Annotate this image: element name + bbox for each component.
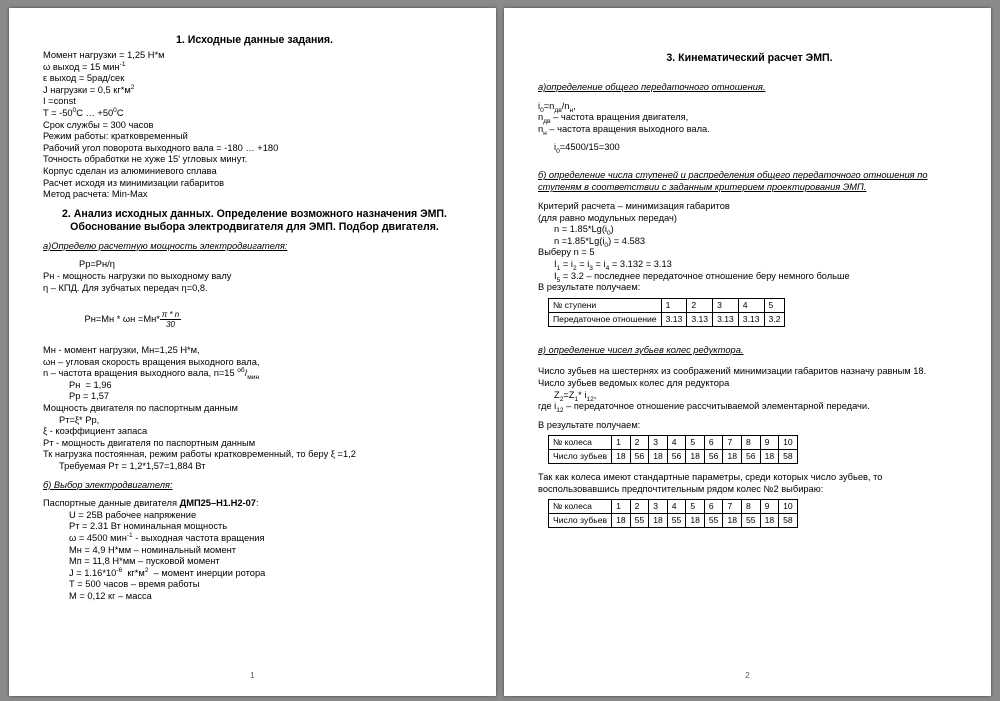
page1-s1-line-8: Рабочий угол поворота выходного вала = -180 … +180 (43, 142, 279, 153)
page1-s2-subheading-b: б) Выбор электродвигателя: (43, 479, 173, 490)
wheels2-col-8: 8 (742, 500, 761, 514)
page1-number: 1 (250, 671, 255, 681)
page1-motor-intro-suffix: : (255, 498, 259, 509)
wheels1-row2-label: Число зубьев (549, 450, 612, 464)
wheels2-row1-label: № колеса (549, 500, 612, 514)
page1-formula-pn-numerator: π * n (161, 310, 180, 320)
page2-line-b4: Выберу n = 5 (538, 247, 595, 258)
page1-formula-pn-fraction (160, 310, 181, 329)
page2-line-c0: Число зубьев на шестернях из соображений минимизации габаритов назначу равным 18. (538, 366, 927, 377)
wheels2-val-9: 18 (760, 514, 779, 528)
page1-s1-line-12: Метод расчета: Min-Max (43, 189, 148, 200)
page1-s1-line-9: Точность обработки не хуже 15' угловых минут. (43, 154, 248, 165)
page1-motor-name: ДМП25–Н1.Н2-07 (179, 498, 256, 509)
page1-section2-heading: 2. Анализ исходных данных. Определение возможного назначения ЭМП. Обоснование выбора электродвигателя для ЭМП. Подбор двигателя. (62, 207, 447, 233)
page1-s2-line-a0: Рн - мощность нагрузки по выходному валу (43, 270, 232, 281)
page1-motor-spec-5: $J = 1.16*10^{-6}$ $кг*м^2$ – момент инерции ротора (69, 566, 266, 578)
wheels1-val-3: 18 (649, 450, 668, 464)
page1-value-pn: Рн = 1,96 (69, 379, 112, 390)
page2-result-intro: В результате получаем: (538, 419, 641, 430)
page1-motor-spec-0: U = 25В рабочее напряжение (69, 509, 197, 520)
page1-formula-pp: Рр=Рн/η (79, 259, 115, 270)
stages-row2-label: Передаточное отношение (549, 312, 662, 326)
page1-motor-intro-prefix: Паспортные данные двигателя (43, 498, 180, 509)
page1-motor-intro (43, 498, 466, 510)
stages-col-5: 5 (764, 298, 785, 312)
page1-s2-line-b0: Мн - момент нагрузки, Мн=1,25 Н*м, (43, 345, 200, 356)
page2-line-b3: $n =1.85*Lg(i_0) = 4.583$ (554, 235, 646, 249)
page1-motor-spec-3: Мн = 4,9 Н*мм – номинальный момент (69, 544, 237, 555)
table-row (549, 298, 785, 312)
wheels1-col-1: 1 (612, 436, 631, 450)
page2-table-stages-wrap (538, 298, 961, 327)
page2-line-a1: $n_{дв}$ – частота вращения двигателя, (538, 112, 689, 126)
page1-s2-line-c2: ξ - коэффициент запаса (43, 426, 148, 437)
wheels2-col-7: 7 (723, 500, 742, 514)
table-row (549, 436, 798, 450)
page1-motor-spec-7: M = 0,12 кг – масса (69, 590, 152, 601)
page2-table-stages (548, 298, 785, 327)
wheels2-row2-label: Число зубьев (549, 514, 612, 528)
wheels1-col-2: 2 (630, 436, 649, 450)
wheels1-col-8: 8 (742, 436, 761, 450)
wheels2-val-1: 18 (612, 514, 631, 528)
wheels2-col-10: 10 (779, 500, 798, 514)
page2-table-wheels-1 (548, 435, 798, 464)
page1-s1-line-6: Срок службы = 300 часов (43, 119, 154, 130)
page1-s1-line-10: Корпус сделан из алюминиевого сплава (43, 165, 217, 176)
page2-subheading-c: в) определение чисел зубьев колес редуктора. (538, 344, 744, 355)
page2-table-wheels2-wrap (538, 499, 961, 528)
page2-subheading-a: а)определение общего передаточного отношения. (538, 82, 766, 92)
wheels2-val-2: 55 (630, 514, 649, 528)
wheels1-col-6: 6 (704, 436, 723, 450)
wheels1-col-4: 4 (667, 436, 686, 450)
wheels1-val-5: 18 (686, 450, 705, 464)
page1-s2-line-c1: Рт=ξ* Рр, (59, 414, 100, 425)
stages-col-3: 3 (713, 298, 739, 312)
wheels2-val-3: 18 (649, 514, 668, 528)
page1-s2-subheading-a: а)Определю расчетную мощность электродвигателя: (43, 240, 288, 251)
wheels2-col-5: 5 (686, 500, 705, 514)
wheels2-val-6: 55 (704, 514, 723, 528)
page2-line-a2: $n_н$ – частота вращения выходного вала. (538, 123, 710, 137)
wheels1-val-6: 56 (704, 450, 723, 464)
page1-s2-line-b1: ωн – угловая скорость вращения выходного вала, (43, 356, 260, 367)
page2-line-b2: $n = 1.85*Lg(i_0)$ (554, 224, 614, 238)
stages-val-5: 3.2 (764, 312, 785, 326)
wheels1-val-2: 56 (630, 450, 649, 464)
wheels2-col-1: 1 (612, 500, 631, 514)
page1-motor-spec-1: Рт = 2.31 Вт номинальная мощность (69, 521, 228, 532)
table-row (549, 312, 785, 326)
page2-number: 2 (745, 671, 750, 681)
stages-val-4: 3.13 (738, 312, 764, 326)
wheels1-val-1: 18 (612, 450, 631, 464)
page2-line-b6: $I_5 = 3.2$ – последнее передаточное отношение беру немного больше (554, 270, 850, 284)
page2-line-c3: где $i_{12}$ – передаточное отношение рассчитываемой элементарной передачи. (538, 401, 870, 414)
page1-s2-line-a1: η – КПД. Для зубчатых передач η=0,8. (43, 282, 208, 293)
page1-s2-line-c0: Мощность двигателя по паспортным данным (43, 403, 238, 414)
wheels2-val-5: 18 (686, 514, 705, 528)
page2-line-b1: (для равно модульных передач) (538, 212, 677, 223)
page1-value-pp: Рр = 1,57 (69, 391, 110, 402)
stages-row1-label: № ступени (549, 298, 662, 312)
page2-line-b7: В результате получаем: (538, 282, 641, 293)
table-row (549, 500, 798, 514)
page1-s2-line-c3: Рт - мощность двигателя по паспортным данным (43, 437, 256, 448)
page1-s2-line-c5: Требуемая Рт = 1,2*1,57=1,884 Вт (59, 461, 206, 472)
wheels1-col-7: 7 (723, 436, 742, 450)
wheels2-col-2: 2 (630, 500, 649, 514)
page1-motor-spec-4: Мп = 11,8 Н*мм – пусковой момент (69, 556, 220, 567)
page2-line-c2: $Z_2=Z_1*$ $i_{12}$, (554, 389, 597, 403)
wheels2-col-6: 6 (704, 500, 723, 514)
wheels2-val-7: 18 (723, 514, 742, 528)
wheels2-col-3: 3 (649, 500, 668, 514)
table-row (549, 450, 798, 464)
page1-motor-spec-2: ω = 4500 мин$^{-1}$ - выходная частота вращения (69, 531, 265, 543)
document-page-1 (9, 8, 496, 696)
stages-val-1: 3.13 (661, 312, 687, 326)
page2-section3-heading: 3. Кинематический расчет ЭМП. (666, 52, 833, 64)
wheels1-col-9: 9 (760, 436, 779, 450)
wheels1-col-3: 3 (649, 436, 668, 450)
wheels1-val-8: 56 (742, 450, 761, 464)
page1-formula-pn (43, 294, 466, 345)
page2-line-a0: $i_0=n_{дв}/n_н$, (538, 100, 576, 114)
page1-s1-line-2: ε выход = 5рад/сек (43, 73, 125, 84)
stages-val-2: 3.13 (687, 312, 713, 326)
page1-section1-heading: 1. Исходные данные задания. (175, 34, 334, 46)
wheels1-val-10: 58 (779, 450, 798, 464)
page2-table-wheels1-wrap (538, 435, 961, 464)
page1-s1-line-5: $T = -50^0С$ … $+50^0С$ (43, 106, 124, 118)
page1-s1-line-11: Расчет исходя из минимизации габаритов (43, 177, 225, 188)
wheels2-col-9: 9 (760, 500, 779, 514)
wheels2-val-10: 58 (779, 514, 798, 528)
page2-line-b0: Критерий расчета – минимизация габаритов (538, 200, 730, 211)
page1-formula-pn-prefix: Рн=Мн * ωн =Мн* (84, 314, 160, 325)
wheels1-val-9: 18 (760, 450, 779, 464)
wheels1-col-10: 10 (779, 436, 798, 450)
page1-formula-pn-denominator: 30 (166, 320, 175, 330)
page1-s2-line-b2: n – частота вращения выходного вала, n=15 $^{об}/_{мин}$ (43, 367, 260, 382)
page1-s2-line-c4: Тк нагрузка постоянная, режим работы кратковременный, то беру ξ =1,2 (43, 449, 356, 460)
table-row (549, 514, 798, 528)
page2-line-c1: Число зубьев ведомых колес для редуктора (538, 377, 730, 388)
page2-line-b5: $I_1 = i_2 = i_3 = i_4 = 3.132 = 3.13$ (554, 258, 672, 272)
stages-col-1: 1 (661, 298, 687, 312)
stages-val-3: 3.13 (713, 312, 739, 326)
wheels1-val-7: 18 (723, 450, 742, 464)
page1-s1-line-4: I =const (43, 96, 76, 107)
wheels1-val-4: 56 (667, 450, 686, 464)
wheels1-col-5: 5 (686, 436, 705, 450)
page1-motor-spec-6: Т = 500 часов – время работы (69, 579, 200, 590)
wheels2-val-8: 55 (742, 514, 761, 528)
page2-subheading-b: б) определение числа ступеней и распределения общего передаточного отношения по ступеням в соответствии с заданным критерием проектирования ЭМП. (538, 169, 928, 192)
document-page-2 (504, 8, 991, 696)
stages-col-2: 2 (687, 298, 713, 312)
page1-s1-line-1: ω выход = 15 мин$^{-1}$ (43, 60, 126, 72)
page1-s1-line-3: J нагрузки = 0,5 $кг*м^2$ (43, 83, 135, 95)
wheels2-col-4: 4 (667, 500, 686, 514)
wheels2-val-4: 55 (667, 514, 686, 528)
page2-result-i0: $i_0=4500/15=300$ (554, 142, 620, 156)
page2-table-wheels-2 (548, 499, 798, 528)
page1-s1-line-7: Режим работы: кратковременный (43, 131, 188, 142)
page1-s1-line-0: Момент нагрузки = 1,25 Н*м (43, 50, 165, 60)
page2-line-d0: Так как колеса имеют стандартные параметры, среди которых число зубьев, то воспользовавшись предпочтительным рядом колес №2 выбираю: (538, 472, 886, 494)
stages-col-4: 4 (738, 298, 764, 312)
wheels1-row1-label: № колеса (549, 436, 612, 450)
